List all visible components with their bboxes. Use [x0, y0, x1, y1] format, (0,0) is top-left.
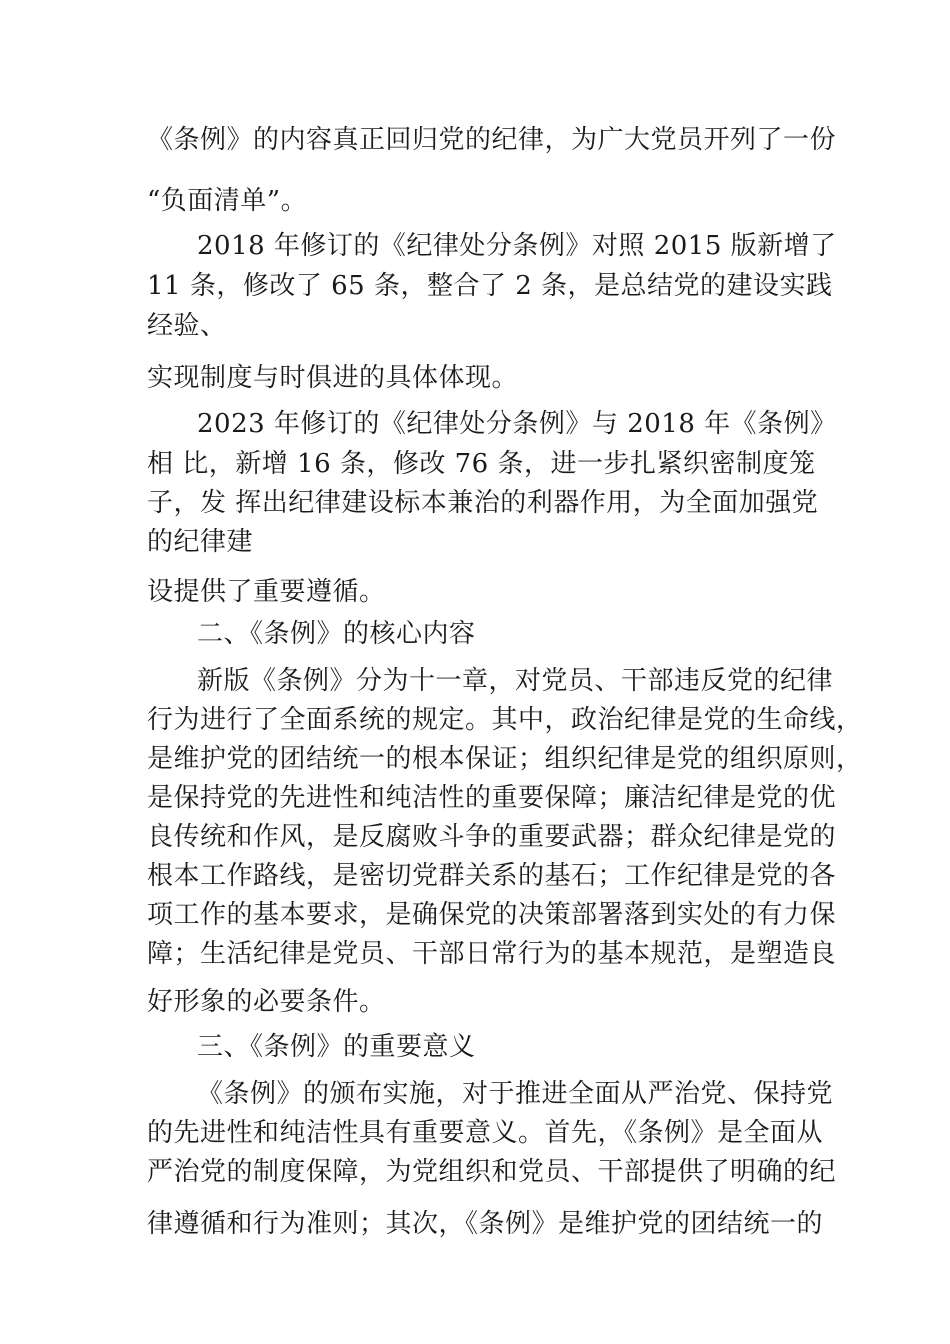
paragraph-start: 新版《条例》分为十一章，对党员、干部违反党的纪律 — [197, 666, 834, 696]
text-line: 行为进行了全面系统的规定。其中，政治纪律是党的生命线， — [147, 705, 863, 735]
paragraph-start: 《条例》的颁布实施，对于推进全面从严治党、保持党 — [197, 1079, 834, 1109]
text-line: 障；生活纪律是党员、干部日常行为的基本规范，是塑造良 — [147, 939, 837, 969]
text-line: 设提供了重要遵循。 — [147, 577, 386, 607]
text-line: 11 条，修改了 65 条，整合了 2 条，是总结党的建设实践 — [147, 271, 833, 301]
paragraph-start: 2018 年修订的《纪律处分条例》对照 2015 版新增了 — [197, 231, 837, 261]
text-line: 经验、 — [147, 311, 227, 341]
text-line: 《条例》的内容真正回归党的纪律，为广大党员开列了一份 — [147, 125, 837, 155]
text-line: “负面清单”。 — [147, 186, 308, 216]
text-line: 严治党的制度保障，为党组织和党员、干部提供了明确的纪 — [147, 1157, 837, 1187]
text-line: 的先进性和纯洁性具有重要意义。首先，《条例》是全面从 — [147, 1118, 824, 1148]
text-line: 是维护党的团结统一的根本保证；组织纪律是党的组织原则， — [147, 744, 863, 774]
text-line: 实现制度与时俱进的具体体现。 — [147, 363, 519, 393]
text-line: 根本工作路线，是密切党群关系的基石；工作纪律是党的各 — [147, 861, 837, 891]
text-line: 相 比，新增 16 条，修改 76 条，进一步扎紧织密制度笼 — [147, 449, 816, 479]
paragraph-start: 2023 年修订的《纪律处分条例》与 2018 年《条例》 — [197, 409, 837, 439]
text-line: 项工作的基本要求，是确保党的决策部署落到实处的有力保 — [147, 900, 837, 930]
text-line: 良传统和作风，是反腐败斗争的重要武器；群众纪律是党的 — [147, 822, 837, 852]
section-heading: 二、《条例》的核心内容 — [197, 619, 476, 649]
text-line: 的纪律建 — [147, 527, 254, 557]
text-line: 是保持党的先进性和纯洁性的重要保障；廉洁纪律是党的优 — [147, 783, 837, 813]
section-heading: 三、《条例》的重要意义 — [197, 1032, 476, 1062]
text-line: 律遵循和行为准则；其次，《条例》是维护党的团结统一的 — [147, 1209, 824, 1239]
text-line: 好形象的必要条件。 — [147, 987, 386, 1017]
text-line: 子，发 挥出纪律建设标本兼治的利器作用，为全面加强党 — [147, 488, 819, 518]
